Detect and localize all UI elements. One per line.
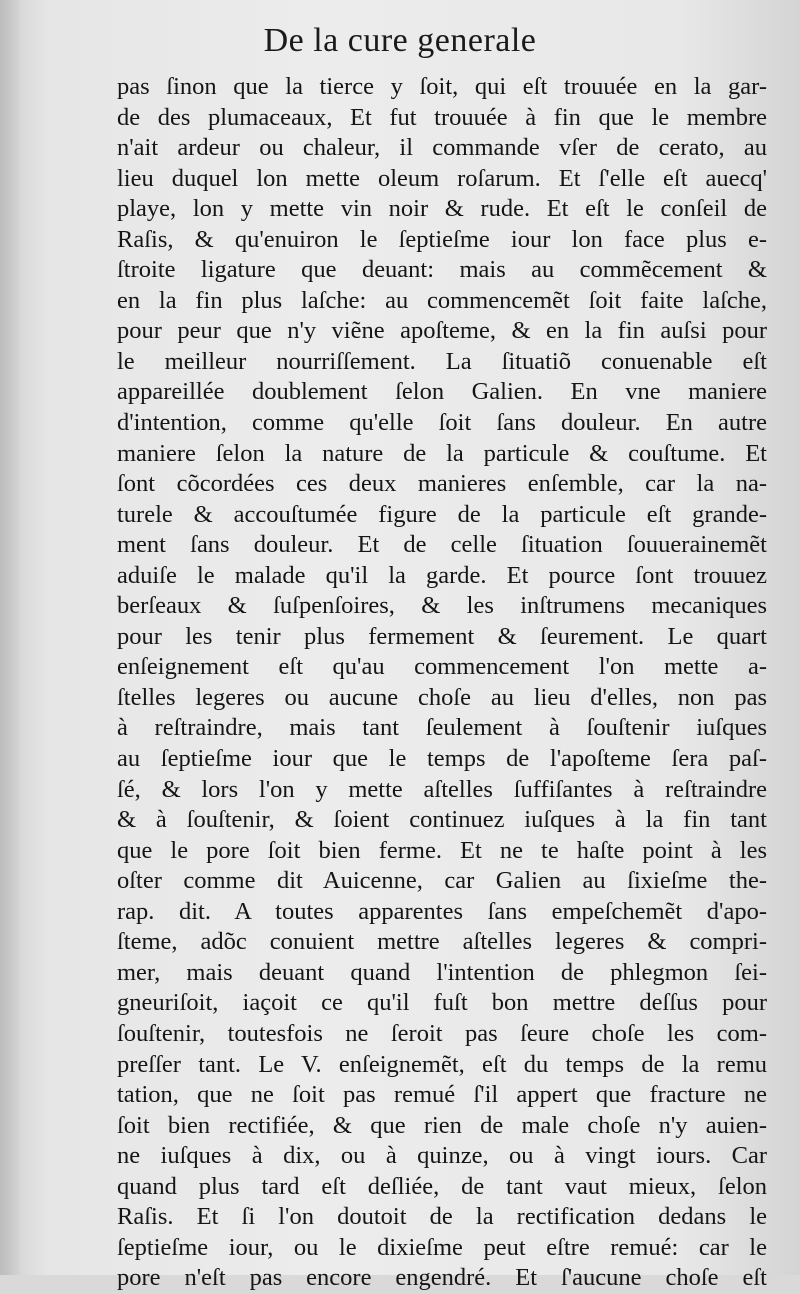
text-line: d'intention, comme qu'elle ſoit ſans douleur. En autre xyxy=(117,409,767,437)
text-line: ſteme, adõc conuient mettre aſtelles legeres & compri- xyxy=(117,928,767,956)
text-line: pour les tenir plus fermement & ſeurement. Le quart xyxy=(117,622,767,650)
text-line: de des plumaceaux, Et fut trouuée à fin que le membre xyxy=(117,103,767,131)
text-line: turele & accouſtumée figure de la particule eſt grande- xyxy=(117,500,767,528)
text-line: rap. dit. A toutes apparentes ſans empeſchemẽt d'apo- xyxy=(117,897,767,925)
text-line: Raſis, & qu'enuiron le ſeptieſme iour lon face plus e- xyxy=(117,225,767,253)
text-line: tation, que ne ſoit pas remué ſ'il appert que fracture ne xyxy=(117,1081,767,1109)
text-line: lieu duquel lon mette oleum roſarum. Et ſ'elle eſt auecq' xyxy=(117,164,767,192)
text-line: en la fin plus laſche: au commencemẽt ſoit faite laſche, xyxy=(117,286,767,314)
text-line: oſter comme dit Auicenne, car Galien au ſixieſme the- xyxy=(117,867,767,895)
text-line: preſſer tant. Le V. enſeignemẽt, eſt du temps de la remu xyxy=(117,1050,767,1078)
running-head: De la cure generale xyxy=(263,22,537,59)
text-line: ſtroite ligature que deuant: mais au commẽcement & xyxy=(117,256,767,284)
text-line: que le pore ſoit bien ferme. Et ne te haſte point à les xyxy=(117,836,767,864)
text-line: ſtelles legeres ou aucune choſe au lieu d'elles, non pas xyxy=(117,683,767,711)
text-line: playe, lon y mette vin noir & rude. Et eſt le conſeil de xyxy=(117,195,767,223)
text-line: pour peur que n'y viẽne apoſteme, & en la fin auſsi pour xyxy=(117,317,767,345)
text-line: ſont cõcordées ces deux manieres enſemble, car la na- xyxy=(117,470,767,498)
text-line: appareillée doublement ſelon Galien. En vne maniere xyxy=(117,378,767,406)
text-line: Raſis. Et ſi l'on doutoit de la rectification dedans le xyxy=(117,1203,767,1231)
text-line: au ſeptieſme iour que le temps de l'apoſteme ſera paſ- xyxy=(117,745,767,773)
text-line: ment ſans douleur. Et de celle ſituation ſouuerainemẽt xyxy=(117,531,767,559)
text-line: ne iuſques à dix, ou à quinze, ou à vingt iours. Car xyxy=(117,1142,767,1170)
text-line: maniere ſelon la nature de la particule & couſtume. Et xyxy=(117,439,767,467)
text-line: pas ſinon que la tierce y ſoit, qui eſt trouuée en la gar- xyxy=(117,73,767,100)
text-line: aduiſe le malade qu'il la garde. Et pource ſont trouuez xyxy=(117,561,767,589)
text-line: berſeaux & ſuſpenſoires, & les inſtrumens mecaniques xyxy=(117,592,767,620)
text-line: ſoit bien rectifiée, & que rien de male choſe n'y auien- xyxy=(117,1111,767,1139)
text-line: ſé, & lors l'on y mette aſtelles ſuffiſantes à reſtraindre xyxy=(117,775,767,803)
text-line: ſeptieſme iour, ou le dixieſme peut eſtre remué: car le xyxy=(117,1233,767,1261)
text-line: pore n'eſt pas encore engendré. Et ſ'aucune choſe eſt xyxy=(117,1264,767,1292)
text-line: gneuriſoit, iaçoit ce qu'il fuſt bon mettre deſſus pour xyxy=(117,989,767,1017)
text-line: quand plus tard eſt deſliée, de tant vaut mieux, ſelon xyxy=(117,1172,767,1200)
body-text xyxy=(117,72,767,1294)
text-line: & à ſouſtenir, & ſoient continuez iuſques à la fin tant xyxy=(117,806,767,834)
text-line: n'ait ardeur ou chaleur, il commande vſer de cerato, au xyxy=(117,134,767,162)
text-line: mer, mais deuant quand l'intention de phlegmon ſei- xyxy=(117,958,767,986)
page-gutter-shadow xyxy=(0,0,22,1275)
text-line: le meilleur nourriſſement. La ſituatiõ conuenable eſt xyxy=(117,347,767,375)
text-line: ſouſtenir, toutesfois ne ſeroit pas ſeure choſe les com- xyxy=(117,1019,767,1047)
text-line: à reſtraindre, mais tant ſeulement à ſouſtenir iuſques xyxy=(117,714,767,742)
text-line: enſeignement eſt qu'au commencement l'on mette a- xyxy=(117,653,767,681)
